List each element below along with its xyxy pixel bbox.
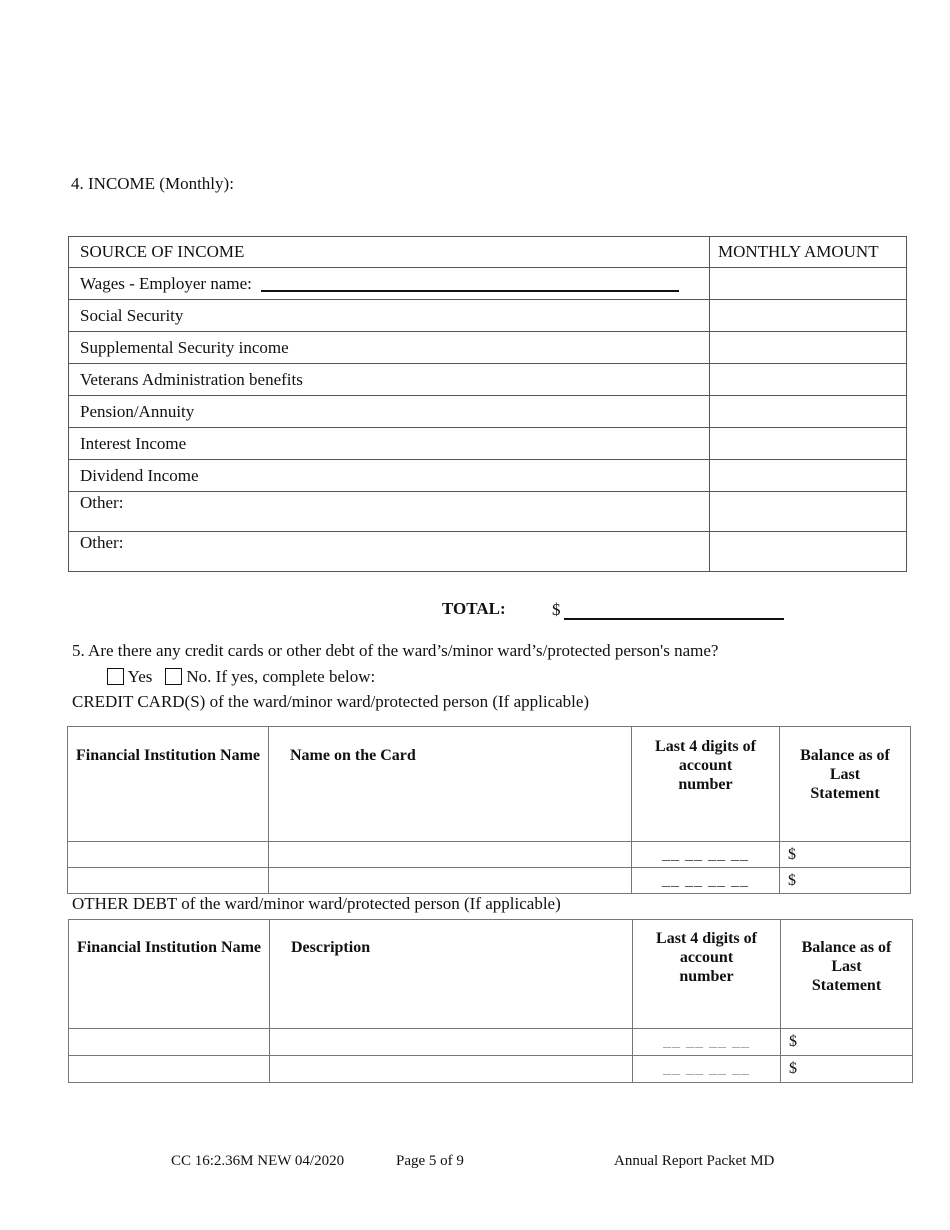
income-section-title: 4. INCOME (Monthly): xyxy=(71,174,234,193)
packet-name: Annual Report Packet MD xyxy=(614,1153,775,1169)
balance-field[interactable]: $ xyxy=(780,868,911,894)
last-4-digits-field[interactable]: __ __ __ __ xyxy=(633,1029,781,1056)
income-row-other-2 xyxy=(69,532,907,572)
yes-label: Yes xyxy=(127,667,153,686)
balance-field[interactable]: $ xyxy=(781,1029,913,1056)
no-checkbox[interactable] xyxy=(165,668,182,685)
total-currency-symbol: $ xyxy=(552,600,561,619)
description-header: Description xyxy=(270,920,633,1029)
income-source-label[interactable]: Other: xyxy=(69,492,710,532)
income-header-row xyxy=(69,237,907,268)
description-field[interactable] xyxy=(270,1029,633,1056)
credit-cards-table xyxy=(67,726,911,894)
monthly-amount-field[interactable] xyxy=(710,300,907,332)
form-id: CC 16:2.36M NEW 04/2020 xyxy=(171,1153,345,1169)
last-4-digits-field[interactable]: __ __ __ __ xyxy=(632,868,780,894)
no-label: No. If yes, complete below: xyxy=(186,667,376,686)
income-row-other-1 xyxy=(69,492,907,532)
credit-cards-title: CREDIT CARD(S) of the ward/minor ward/protected person (If applicable) xyxy=(72,692,590,711)
other-debt-row xyxy=(69,1029,913,1056)
monthly-amount-field[interactable] xyxy=(710,428,907,460)
monthly-amount-field[interactable] xyxy=(710,268,907,300)
other-debt-table xyxy=(68,919,913,1083)
last-4-digits-field[interactable]: __ __ __ __ xyxy=(633,1056,781,1083)
income-row-wages xyxy=(69,268,907,300)
income-row-ssi xyxy=(69,332,907,364)
credit-cards-header-row xyxy=(68,727,911,842)
monthly-amount-field[interactable] xyxy=(710,460,907,492)
total-label: TOTAL: xyxy=(442,599,506,618)
monthly-amount-field[interactable] xyxy=(710,396,907,428)
yes-checkbox[interactable] xyxy=(107,668,124,685)
employer-name-field[interactable] xyxy=(261,290,679,292)
institution-name-header: Financial Institution Name xyxy=(69,920,270,1029)
income-source-label: Pension/Annuity xyxy=(69,396,710,428)
institution-name-header: Financial Institution Name xyxy=(68,727,269,842)
income-table xyxy=(68,236,907,572)
income-source-label: Supplemental Security income xyxy=(69,332,710,364)
last-4-digits-header: Last 4 digits of account number xyxy=(633,920,781,1029)
other-debt-title: OTHER DEBT of the ward/minor ward/protected person (If applicable) xyxy=(72,894,561,913)
yes-no-options xyxy=(107,667,375,687)
institution-name-field[interactable] xyxy=(69,1029,270,1056)
debt-question: 5. Are there any credit cards or other debt of the ward’s/minor ward’s/protected person's name? xyxy=(72,641,719,660)
income-source-cell xyxy=(69,268,710,300)
institution-name-field[interactable] xyxy=(68,842,269,868)
income-source-label: Dividend Income xyxy=(69,460,710,492)
income-source-label[interactable]: Other: xyxy=(69,532,710,572)
monthly-amount-field[interactable] xyxy=(710,364,907,396)
other-debt-header-row xyxy=(69,920,913,1029)
total-amount-field[interactable] xyxy=(564,618,784,620)
institution-name-field[interactable] xyxy=(68,868,269,894)
wages-label: Wages - Employer name: xyxy=(80,273,252,293)
source-of-income-header: SOURCE OF INCOME xyxy=(69,237,710,268)
balance-header: Balance as of Last Statement xyxy=(781,920,913,1029)
balance-field[interactable]: $ xyxy=(780,842,911,868)
credit-card-row xyxy=(68,868,911,894)
income-row-va-benefits xyxy=(69,364,907,396)
income-row-interest xyxy=(69,428,907,460)
balance-header: Balance as of Last Statement xyxy=(780,727,911,842)
monthly-amount-field[interactable] xyxy=(710,492,907,532)
income-source-label: Interest Income xyxy=(69,428,710,460)
other-debt-row xyxy=(69,1056,913,1083)
institution-name-field[interactable] xyxy=(69,1056,270,1083)
income-row-dividend xyxy=(69,460,907,492)
income-row-pension xyxy=(69,396,907,428)
monthly-amount-field[interactable] xyxy=(710,532,907,572)
credit-card-row xyxy=(68,842,911,868)
description-field[interactable] xyxy=(270,1056,633,1083)
name-on-card-header: Name on the Card xyxy=(269,727,632,842)
name-on-card-field[interactable] xyxy=(269,842,632,868)
monthly-amount-header: MONTHLY AMOUNT xyxy=(710,237,907,268)
name-on-card-field[interactable] xyxy=(269,868,632,894)
last-4-digits-header: Last 4 digits of account number xyxy=(632,727,780,842)
page-number: Page 5 of 9 xyxy=(396,1153,464,1169)
balance-field[interactable]: $ xyxy=(781,1056,913,1083)
income-row-social-security xyxy=(69,300,907,332)
income-source-label: Veterans Administration benefits xyxy=(69,364,710,396)
income-source-label: Social Security xyxy=(69,300,710,332)
last-4-digits-field[interactable]: __ __ __ __ xyxy=(632,842,780,868)
monthly-amount-field[interactable] xyxy=(710,332,907,364)
